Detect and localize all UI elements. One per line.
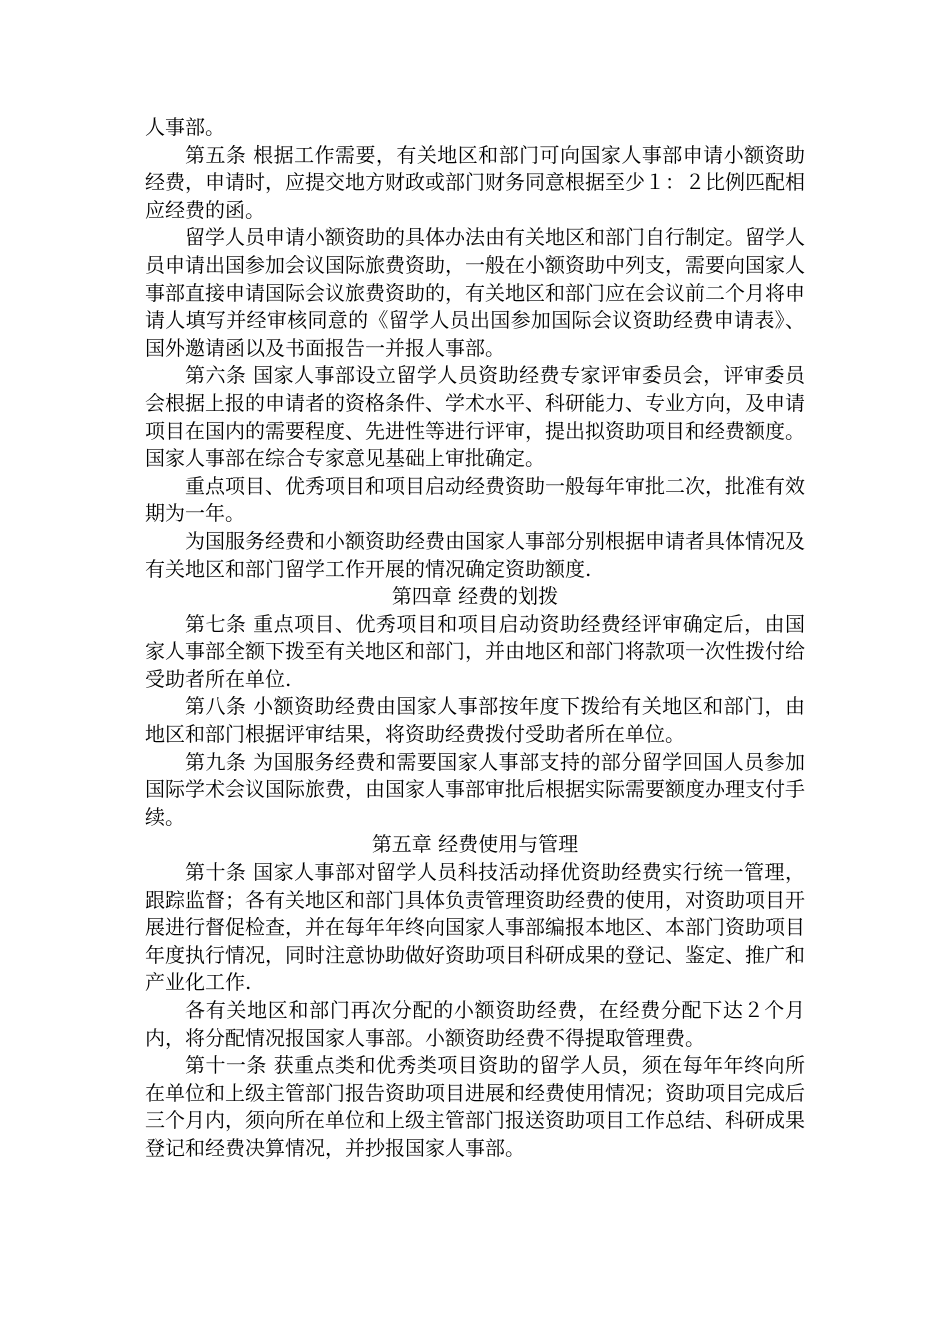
paragraph-continuation: 人事部。 — [145, 115, 225, 139]
paragraph: 重点项目、优秀项目和项目启动经费资助一般每年审批二次，批准有效期为一年。 — [145, 473, 805, 526]
chapter-5-heading: 第五章 经费使用与管理 — [371, 832, 579, 857]
paragraph: 留学人员申请小额资助的具体办法由有关地区和部门自行制定。留学人员申请出国参加会议国际旅费资助，一般在小额资助中列支，需要向国家人事部直接申请国际会议旅费资助的，有关地区和部门应在会议前二个月将申请人填写并经审核同意的《留学人员出国参加国际会议资助经费申请表》、国外邀请函以及书面报告一并报人事部。 — [145, 225, 805, 360]
article-7-paragraph: 第七条 重点项目、优秀项目和项目启动资助经费经评审确定后，由国家人事部全额下拨至有关地区和部门，并由地区和部门将款项一次性拨付给受助者所在单位. — [145, 611, 805, 691]
chapter-4-heading: 第四章 经费的划拨 — [391, 584, 559, 609]
paragraph: 各有关地区和部门再次分配的小额资助经费，在经费分配下达２个月内，将分配情况报国家人事部。小额资助经费不得提取管理费。 — [145, 998, 805, 1050]
article-11-paragraph: 第十一条 获重点类和优秀类项目资助的留学人员，须在每年年终向所在单位和上级主管部门报告资助项目进展和经费使用情况；资助项目完成后三个月内，须向所在单位和上级主管部门报送资助项目工作总结、科研成果登记和经费决算情况，并抄报国家人事部。 — [145, 1053, 805, 1160]
paragraph: 为国服务经费和小额资助经费由国家人事部分别根据申请者具体情况及有关地区和部门留学工作开展的情况确定资助额度. — [145, 528, 805, 581]
document-body — [145, 114, 805, 1163]
article-8-paragraph: 第八条 小额资助经费由国家人事部按年度下拨给有关地区和部门，由地区和部门根据评审结果，将资助经费拨付受助者所在单位。 — [145, 694, 805, 747]
article-6-paragraph: 第六条 国家人事部设立留学人员资助经费专家评审委员会，评审委员会根据上报的申请者的资格条件、学术水平、科研能力、专业方向，及申请项目在国内的需要程度、先进性等进行评审，提出拟资助项目和经费额度。国家人事部在综合专家意见基础上审批确定。 — [145, 363, 805, 471]
article-10-paragraph: 第十条 国家人事部对留学人员科技活动择优资助经费实行统一管理，跟踪监督；各有关地区和部门具体负责管理资助经费的使用，对资助项目开展进行督促检查，并在每年年终向国家人事部编报本地区、本部门资助项目年度执行情况，同时注意协助做好资助项目科研成果的登记、鉴定、推广和产业化工作. — [145, 860, 805, 995]
article-9-paragraph: 第九条 为国服务经费和需要国家人事部支持的部分留学回国人员参加国际学术会议国际旅费，由国家人事部审批后根据实际需要额度办理支付手续。 — [145, 749, 805, 829]
article-5-paragraph: 第五条 根据工作需要，有关地区和部门可向国家人事部申请小额资助经费，申请时，应提交地方财政或部门财务同意根据至少１：２比例匹配相应经费的函。 — [145, 142, 805, 222]
